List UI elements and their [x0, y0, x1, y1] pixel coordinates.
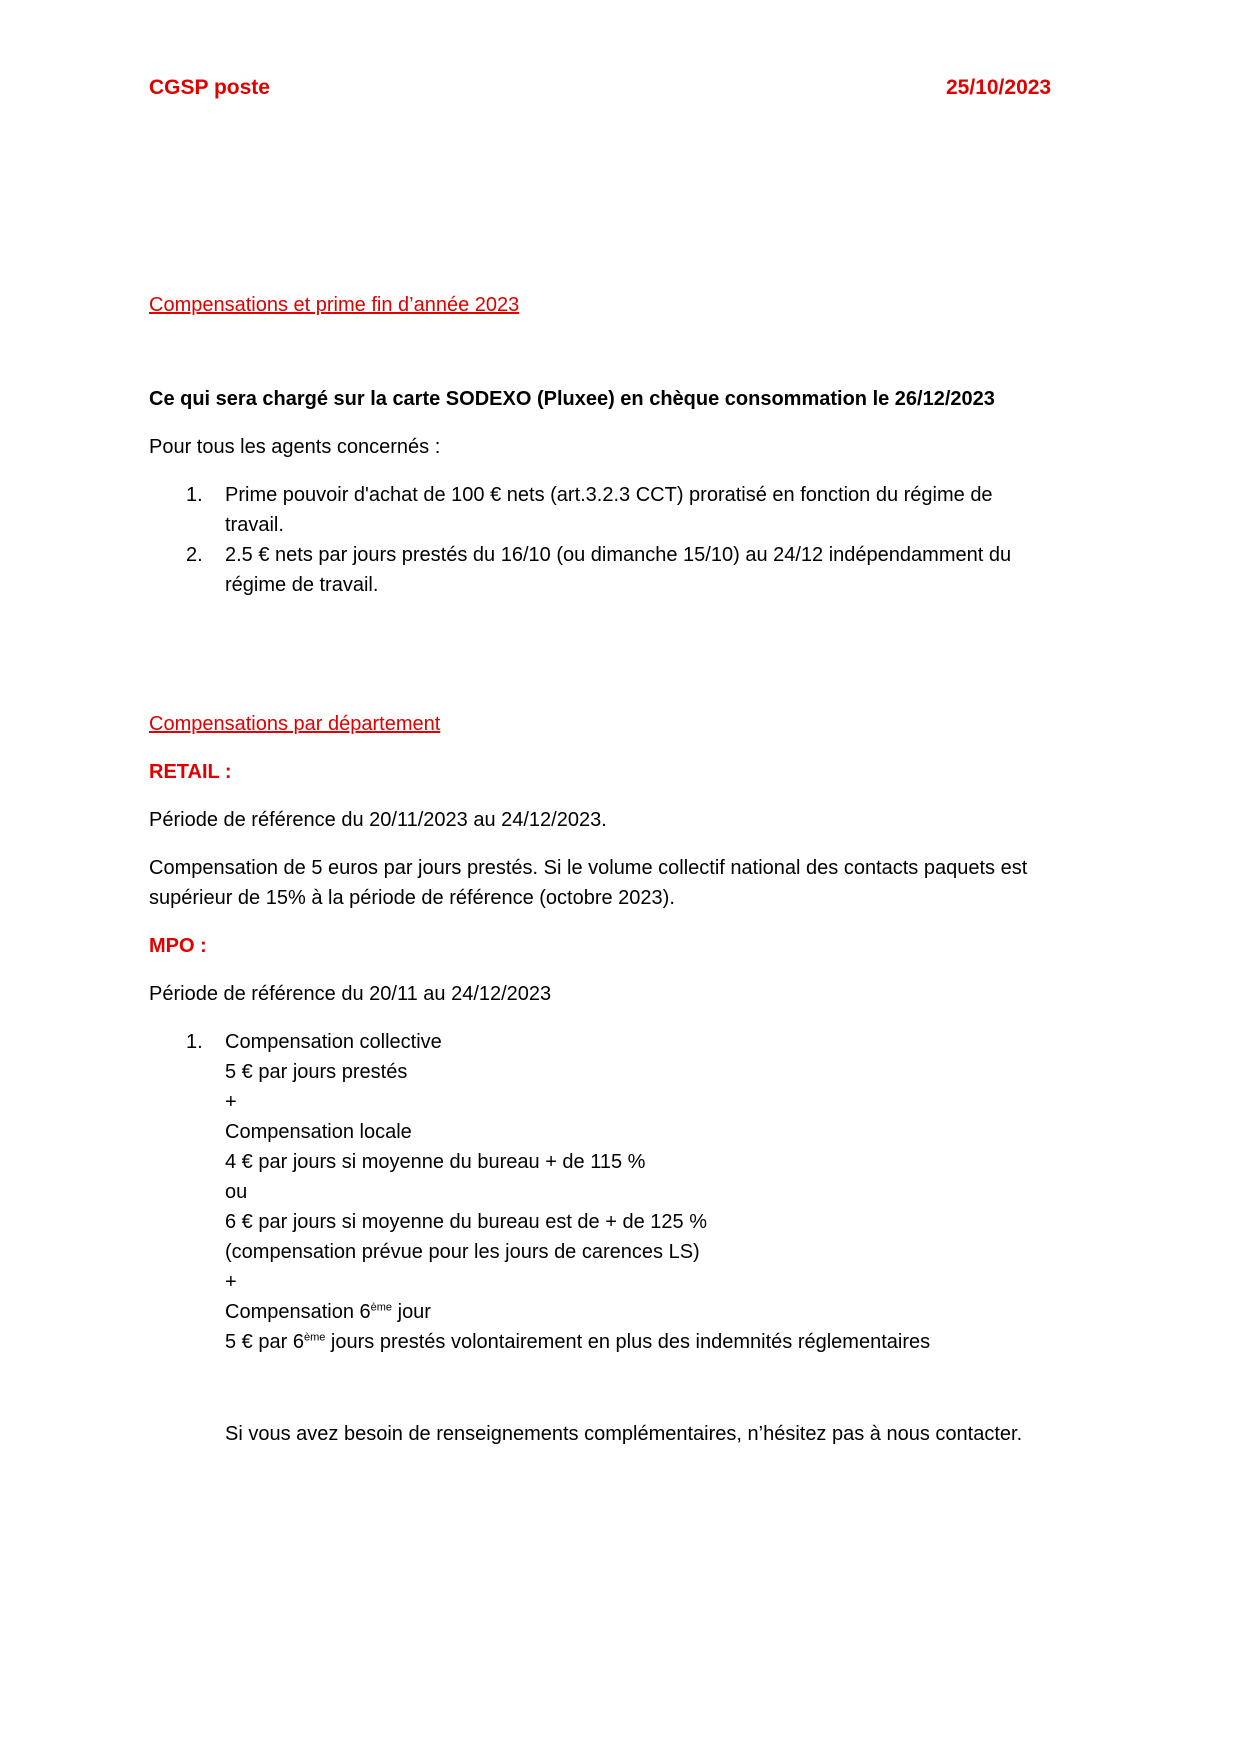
- retail-label: RETAIL :: [149, 761, 232, 783]
- list-item-text: Prime pouvoir d'achat de 100 € nets (art.3.2.3 CCT) proratisé en fonction du régime de: [225, 484, 993, 506]
- mpo-line: Compensation collective: [225, 1031, 442, 1053]
- list-number: 1.: [186, 1031, 203, 1053]
- mpo-line: 4 € par jours si moyenne du bureau + de 115 %: [225, 1151, 646, 1173]
- mpo-period: Période de référence du 20/11 au 24/12/2023: [149, 983, 552, 1005]
- list-number: 2.: [186, 544, 203, 566]
- retail-period: Période de référence du 20/11/2023 au 24/12/2023.: [149, 809, 607, 831]
- mpo-line: (compensation prévue pour les jours de carences LS): [225, 1241, 700, 1263]
- intro-text: Pour tous les agents concernés :: [149, 436, 441, 458]
- section-title-prime: Compensations et prime fin d’année 2023: [149, 294, 520, 316]
- header-date: 25/10/2023: [946, 76, 1052, 99]
- mpo-sixth-day-desc: [225, 1327, 930, 1357]
- mpo-line: ou: [225, 1181, 248, 1203]
- superscript: ème: [303, 1331, 326, 1344]
- mpo-line: +: [225, 1271, 237, 1293]
- closing-text: Si vous avez besoin de renseignements complémentaires, n’hésitez pas à nous contacter.: [225, 1423, 1023, 1445]
- list-item-text-cont: régime de travail.: [225, 574, 379, 596]
- text: 5 € par 6: [225, 1331, 304, 1353]
- mpo-line: 6 € par jours si moyenne du bureau est de + de 125 %: [225, 1211, 707, 1233]
- list-item-text-cont: travail.: [225, 514, 284, 536]
- mpo-label: MPO :: [149, 935, 207, 957]
- list-item-text: 2.5 € nets par jours prestés du 16/10 (ou dimanche 15/10) au 24/12 indépendamment du: [225, 544, 1012, 566]
- text: jour: [392, 1301, 431, 1323]
- superscript: ème: [370, 1301, 393, 1314]
- mpo-line: 5 € par jours prestés: [225, 1061, 408, 1083]
- header-organization: CGSP poste: [149, 76, 270, 99]
- mpo-line: Compensation locale: [225, 1121, 412, 1143]
- text: Compensation 6: [225, 1301, 371, 1323]
- text: jours prestés volontairement en plus des indemnités réglementaires: [325, 1331, 931, 1353]
- section-subtitle-sodexo: Ce qui sera chargé sur la carte SODEXO (Pluxee) en chèque consommation le 26/12/2023: [149, 388, 995, 410]
- section-title-departement: Compensations par département: [149, 713, 441, 735]
- retail-description-cont: supérieur de 15% à la période de référence (octobre 2023).: [149, 887, 675, 909]
- mpo-sixth-day-title: [225, 1297, 431, 1327]
- mpo-line: +: [225, 1091, 237, 1113]
- list-number: 1.: [186, 484, 203, 506]
- retail-description: Compensation de 5 euros par jours prestés. Si le volume collectif national des contacts paquets est: [149, 857, 1028, 879]
